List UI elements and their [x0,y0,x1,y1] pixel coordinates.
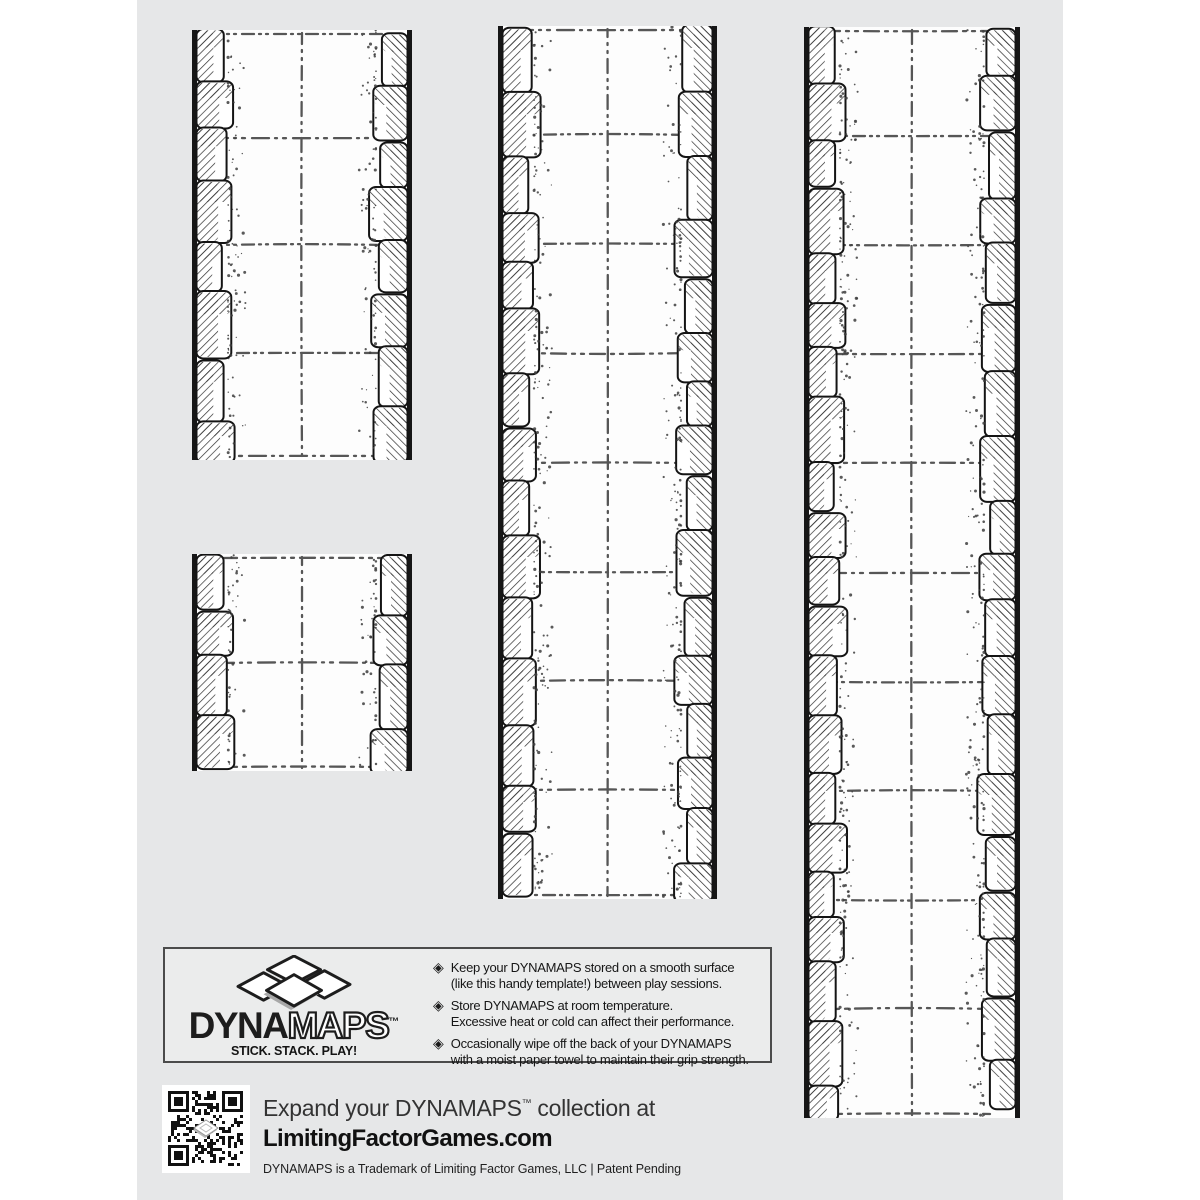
footer-text [263,1089,681,1176]
map-strip-2x4 [192,30,412,460]
map-strip-2x2 [192,554,412,771]
headline-prefix: Expand your DYNAMAPS [263,1095,522,1121]
headline-trademark: ™ [521,1098,532,1109]
bullet-line: Keep your DYNAMAPS stored on a smooth surface [450,960,735,975]
tagline: STICK. STACK. PLAY! [230,1043,358,1058]
bullet-line: Occasionally wipe off the back of your DYNAMAPS [450,1036,732,1051]
bullet-line: with a moist paper towel to maintain their grip strength. [450,1051,749,1067]
bullet-line: Excessive heat or cold can affect their performance. [450,1013,735,1029]
diamond-bullet-icon: ◈ [433,960,444,976]
trademark-symbol: ™ [388,1015,400,1028]
wordmark-outline: MAPS [287,1004,389,1046]
bullet-keep-stored [433,960,762,991]
diamond-bullet-icon: ◈ [433,998,444,1014]
bullet-line: Store DYNAMAPS at room temperature. [450,998,673,1013]
dynamaps-logo-block [165,949,423,1061]
bullet-room-temperature [433,998,762,1029]
map-strip-2x10 [804,27,1020,1118]
care-bullets [433,960,762,1067]
legal-line: DYNAMAPS is a Trademark of Limiting Factor Games, LLC | Patent Pending [263,1162,681,1176]
dynamaps-diamonds-icon [235,955,353,1011]
headline-suffix: collection at [531,1095,655,1121]
map-strip-2x8 [498,26,717,899]
website-url: LimitingFactorGames.com [263,1125,552,1152]
expand-headline [263,1089,681,1123]
qr-code [162,1085,250,1173]
diamond-bullet-icon: ◈ [433,1036,444,1052]
bullet-line: (like this handy template!) between play sessions. [450,975,722,991]
bullet-wipe-back [433,1036,762,1067]
dynamaps-wordmark [188,1004,400,1046]
wordmark-bold: DYNA [188,1004,288,1046]
care-instructions-box [163,947,772,1067]
